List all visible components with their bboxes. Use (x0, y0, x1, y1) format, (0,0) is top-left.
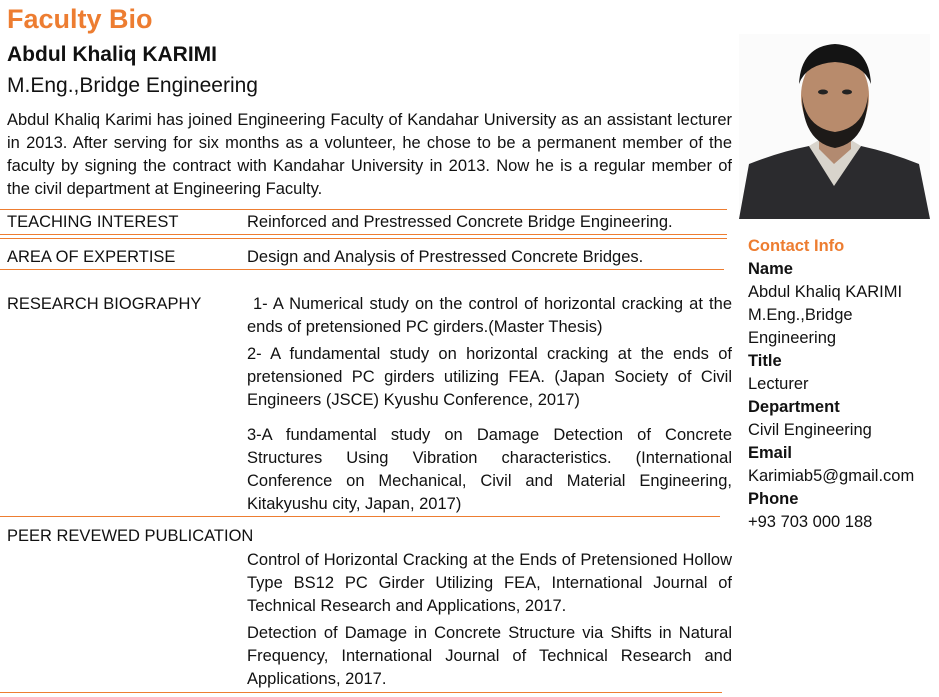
research-item: 1- A Numerical study on the control of horizontal cracking at the ends of pretensioned PC girders.(Master Thesis) (247, 295, 732, 336)
contact-name-label: Name (748, 260, 793, 278)
contact-department-value: Civil Engineering (748, 421, 872, 439)
divider (0, 209, 727, 210)
area-of-expertise-label: AREA OF EXPERTISE (7, 248, 176, 266)
publication-item: Control of Horizontal Cracking at the Ends of Pretensioned Hollow Type BS12 PC Girder Utilizing FEA, International Journal of Technical Research and Applications, 2017. (247, 551, 732, 615)
faculty-photo (739, 34, 930, 219)
faculty-degree: M.Eng.,Bridge Engineering (7, 74, 258, 97)
contact-email-value[interactable]: Karimiab5@gmail.com (748, 467, 915, 485)
page-title: Faculty Bio (7, 4, 153, 34)
teaching-interest-value: Reinforced and Prestressed Concrete Bridge Engineering. (247, 213, 673, 231)
peer-reviewed-publication-label: PEER REVEWED PUBLICATION (7, 527, 254, 545)
portrait-image (739, 34, 930, 219)
divider (0, 269, 724, 270)
contact-name-value: Abdul Khaliq KARIMI M.Eng.,Bridge Engineering (748, 283, 903, 347)
contact-info-heading: Contact Info (748, 237, 845, 255)
contact-info (748, 235, 938, 534)
teaching-interest-label: TEACHING INTEREST (7, 213, 179, 231)
divider (0, 238, 727, 239)
divider (0, 692, 722, 693)
contact-phone-value: +93 703 000 188 (748, 513, 873, 531)
research-item: 3-A fundamental study on Damage Detection of Concrete Structures Using Vibration characteristics. (International Conference on Mechanical, Civil and Material Engineering, Kitakyushu city, Japan, 2017) (247, 426, 732, 513)
divider (0, 234, 727, 235)
contact-title-label: Title (748, 352, 782, 370)
research-biography-label: RESEARCH BIOGRAPHY (7, 295, 202, 313)
publication-item: Detection of Damage in Concrete Structure via Shifts in Natural Frequency, International Journal of Technical Research and Applications, 2017. (247, 624, 732, 688)
bio-paragraph: Abdul Khaliq Karimi has joined Engineering Faculty of Kandahar University as an assistant lecturer in 2013. After serving for six months as a volunteer, he chose to be a permanent member of the faculty by signing the contract with Kandahar University in 2013. Now he is a regular member of the civil department at Engineering Faculty. (7, 111, 732, 198)
contact-phone-label: Phone (748, 490, 799, 508)
contact-department-label: Department (748, 398, 840, 416)
faculty-name: Abdul Khaliq KARIMI (7, 43, 217, 66)
contact-title-value: Lecturer (748, 375, 809, 393)
contact-email-label: Email (748, 444, 793, 462)
divider (0, 516, 720, 517)
area-of-expertise-value: Design and Analysis of Prestressed Concrete Bridges. (247, 248, 644, 266)
research-item: 2- A fundamental study on horizontal cracking at the ends of pretensioned PC girders utilizing FEA. (Japan Society of Civil Engineers (JSCE) Kyushu Conference, 2017) (247, 345, 732, 409)
